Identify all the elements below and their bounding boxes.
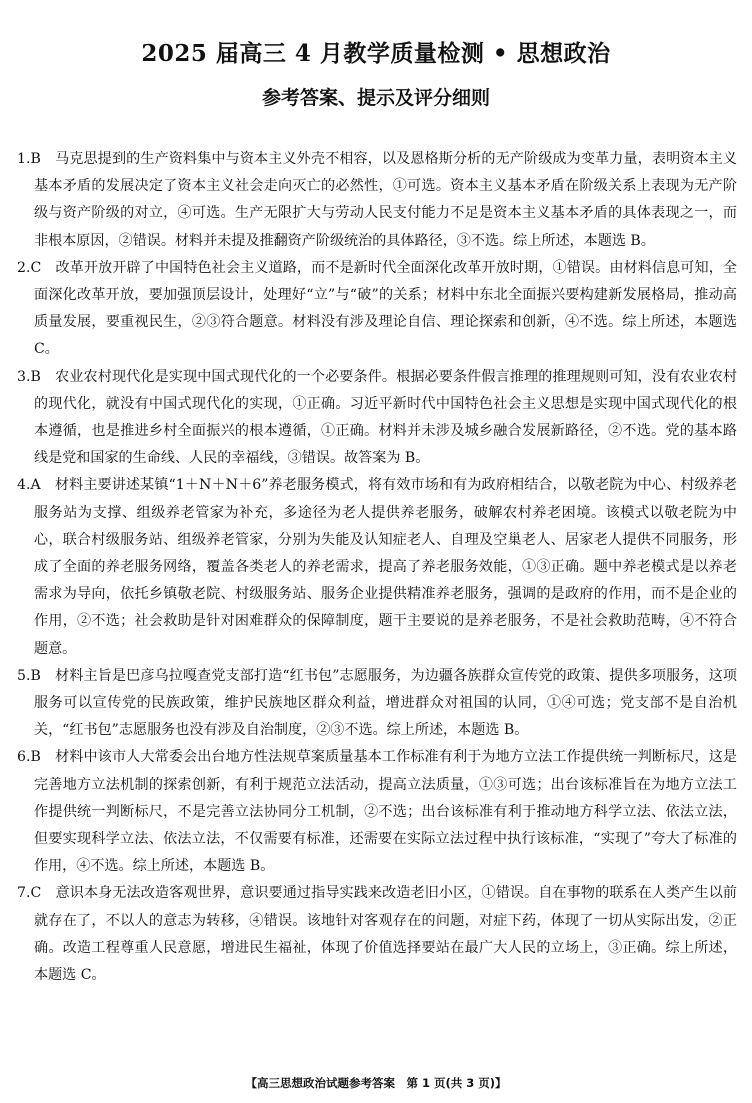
answer-explanation: 改革开放开辟了中国特色社会主义道路，而不是新时代全面深化改革开放时期，①错误。由材料信息可知，全面深化改革开放，要加强顶层设计，处理好“立”与“破”的关系；材料中东北全面振兴要构建新发展格局，推动高质量发展，要重视民生，②③符合题意。材料没有涉及理论自信、理论探索和创新，④不选。综上所述，本题选 C。	[34, 259, 738, 358]
answer-number: 4.A	[17, 477, 41, 494]
answer-explanation: 材料主要讲述某镇“1＋N＋N＋6”养老服务模式，将有效市场和有为政府相结合，以敬老院为中心、村级养老服务站为支撑、组级养老管家为补充，多途径为老人提供养老服务，破解农村养老困境。该模式以敬老院为中心，联合村级服务站、组级养老管家，分别为失能及认知症老人、自理及空巢老人、居家老人提供不同服务，形成了全面的养老服务网络，覆盖各类老人的养老需求，提高了养老服务效能，①③正确。题中养老模式是以养老需求为导向，依托乡镇敬老院、村级服务站、服务企业提供精准养老服务，强调的是政府的作用，而不是企业的作用，②不选；社会救助是针对困难群众的保障制度，题干主要说的是养老服务，不是社会救助范畴，④不符合题意。	[34, 477, 737, 657]
answer-item-1	[17, 146, 737, 255]
answer-item-3	[17, 364, 737, 473]
answer-explanation: 材料中该市人大常委会出台地方性法规草案质量基本工作标准有利于为地方立法工作提供统一判断标尺，这是完善地方立法机制的探索创新，有利于规范立法活动，提高立法质量，①③可选；出台该标准旨在为地方立法工作提供统一判断标尺，不是完善立法协同分工机制，②不选；出台该标准有利于推动地方科学立法、依法立法，但要实现科学立法、依法立法，不仅需要有标准，还需要在实际立法过程中执行该标准，“实现了”夸大了标准的作用，④不选。综上所述，本题选 B。	[34, 749, 738, 875]
page-title: 2025 届高三 4 月教学质量检测 • 思想政治	[141, 40, 611, 67]
answer-number: 6.B	[17, 749, 41, 766]
answer-number: 3.B	[17, 368, 41, 385]
answer-number: 5.B	[17, 667, 41, 684]
answer-item-2	[17, 255, 737, 364]
answer-item-6	[17, 744, 737, 880]
page-footer: 【高三思想政治试题参考答案 第 1 页(共 3 页)】	[245, 1076, 507, 1090]
answer-list	[17, 146, 737, 989]
answer-explanation: 意识本身无法改造客观世界，意识要通过指导实践来改造老旧小区，①错误。自在事物的联系在人类产生以前就存在了，不以人的意志为转移，④错误。该地针对客观存在的问题，对症下药，体现了一切从实际出发，②正确。改造工程尊重人民意愿，增进民生福祉，体现了价值选择要站在最广大人民的立场上，③正确。综上所述，本题选 C。	[34, 885, 738, 984]
answer-explanation: 材料主旨是巴彦乌拉嘎查党支部打造“红书包”志愿服务，为边疆各族群众宣传党的政策、提供多项服务，这项服务可以宣传党的民族政策，维护民族地区群众利益，增进群众对祖国的认同，①④可选；党支部不是自治机关，“红书包”志愿服务也没有涉及自治制度，②③不选。综上所述，本题选 B。	[34, 667, 738, 739]
answer-item-7	[17, 880, 737, 989]
answer-item-5	[17, 663, 737, 745]
answer-explanation: 农业农村现代化是实现中国式现代化的一个必要条件。根据必要条件假言推理的推理规则可知，没有农业农村的现代化，就没有中国式现代化的实现，①正确。习近平新时代中国特色社会主义思想是实现中国式现代化的根本遵循，也是推进乡村全面振兴的根本遵循，①正确。材料并未涉及城乡融合发展新路径，②不选。党的基本路线是党和国家的生命线、人民的幸福线，③错误。故答案为 B。	[34, 368, 738, 467]
answer-number: 1.B	[17, 151, 41, 167]
answer-explanation: 马克思提到的生产资料集中与资本主义外壳不相容，以及恩格斯分析的无产阶级成为变革力量，表明资本主义基本矛盾的发展决定了资本主义社会走向灭亡的必然性，①可选。资本主义基本矛盾在阶级关系上表现为无产阶级与资产阶级的对立，④可选。生产无限扩大与劳动人民支付能力不足是资本主义基本矛盾的具体表现之一，而非根本原因，②错误。材料并未提及推翻资产阶级统治的具体路径，③不选。综上所述，本题选 B。	[34, 151, 738, 249]
answer-number: 7.C	[17, 885, 42, 902]
answer-number: 2.C	[17, 259, 42, 276]
answer-item-4	[17, 472, 737, 662]
page-subtitle: 参考答案、提示及评分细则	[261, 87, 490, 109]
